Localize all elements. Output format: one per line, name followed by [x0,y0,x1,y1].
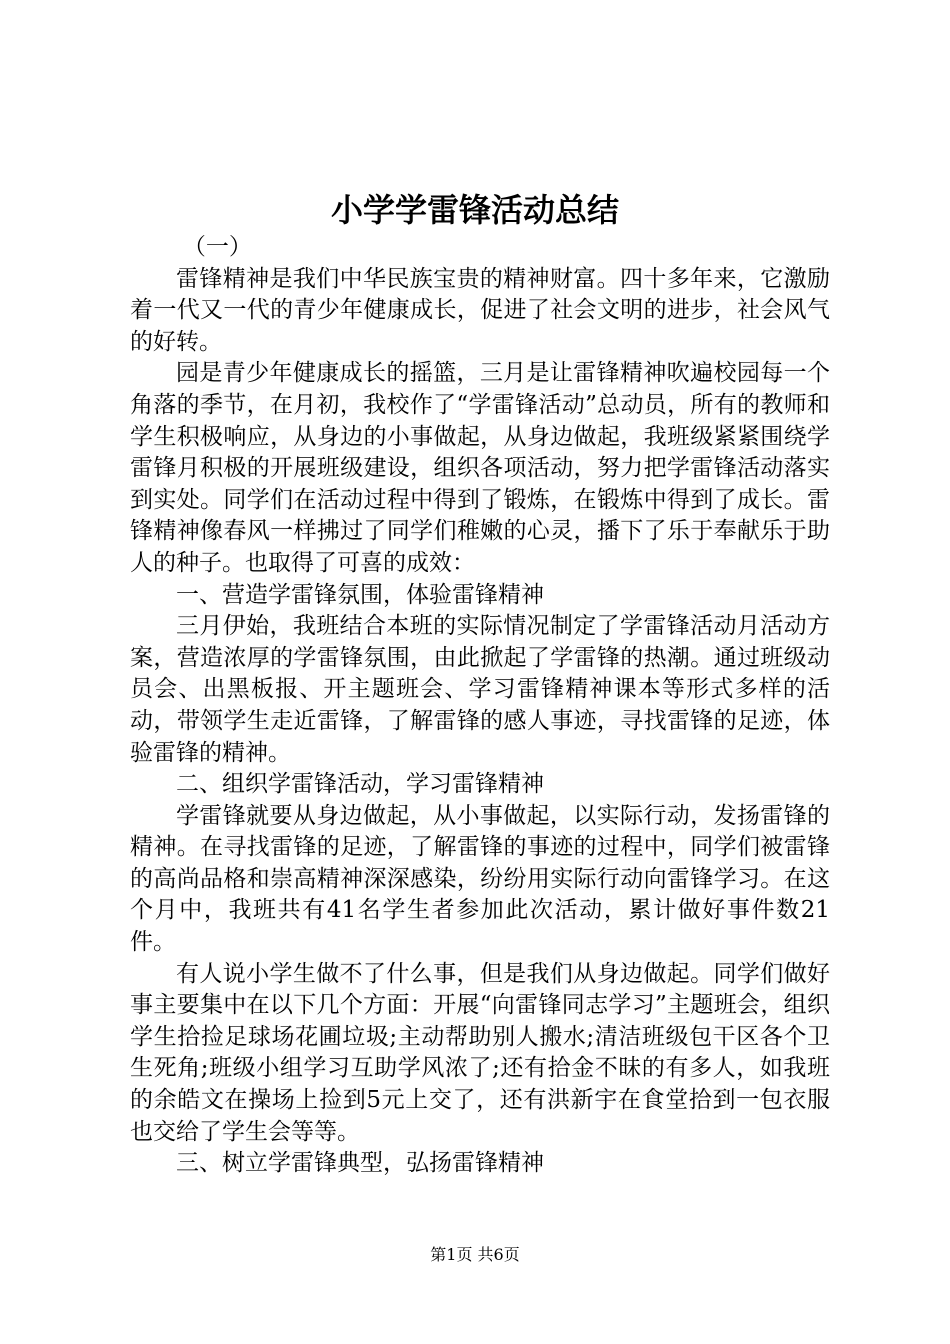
body-paragraph: 学雷锋就要从身边做起，从小事做起，以实际行动，发扬雷锋的精神。在寻找雷锋的足迹，了解雷锋的事迹的过程中，同学们被雷锋的高尚品格和崇高精神深深感染，纷纷用实际行动向雷锋学习。在这个月中，我班共有41名学生者参加此次活动，累计做好事件数21件。 [130,802,830,956]
body-paragraph: 三月伊始，我班结合本班的实际情况制定了学雷锋活动月活动方案，营造浓厚的学雷锋氛围，由此掀起了学雷锋的热潮。通过班级动员会、出黑板报、开主题班会、学习雷锋精神课本等形式多样的活动，带领学生走近雷锋，了解雷锋的感人事迹，寻找雷锋的足迹，体验雷锋的精神。 [130,613,830,766]
document-title: 小学学雷锋活动总结 [330,191,619,229]
section-heading: 一、营造学雷锋氛围，体验雷锋精神 [176,581,544,608]
body-paragraph: 园是青少年健康成长的摇篮，三月是让雷锋精神吹遍校园每一个角落的季节，在月初，我校作了“学雷锋活动”总动员，所有的教师和学生积极响应，从身边的小事做起，从身边做起，我班级紧紧围绕学雷锋月积极的开展班级建设，组织各项活动，努力把学雷锋活动落实到实处。同学们在活动过程中得到了锻炼，在锻炼中得到了成长。雷锋精神像春风一样拂过了同学们稚嫩的心灵，播下了乐于奉献乐于助人的种子。也取得了可喜的成效： [130,360,830,576]
body-paragraph: 雷锋精神是我们中华民族宝贵的精神财富。四十多年来，它激励着一代又一代的青少年健康成长，促进了社会文明的进步，社会风气的好转。 [130,265,830,355]
body-paragraph: 有人说小学生做不了什么事，但是我们从身边做起。同学们做好事主要集中在以下几个方面：开展“向雷锋同志学习”主题班会，组织学生拾捡足球场花圃垃圾;主动帮助别人搬水;清洁班级包干区各个卫生死角;班级小组学习互助学风浓了;还有拾金不昧的有多人，如我班的余皓文在操场上捡到5元上交了，还有洪新宇在食堂拾到一包衣服也交给了学生会等等。 [130,960,830,1145]
section-heading: 三、树立学雷锋典型，弘扬雷锋精神 [176,1150,544,1177]
page-footer: 第1页 共6页 [430,1245,520,1264]
document-body [130,232,830,1180]
section-heading: 二、组织学雷锋活动，学习雷锋精神 [176,771,544,798]
section-marker: （一） [182,234,252,260]
